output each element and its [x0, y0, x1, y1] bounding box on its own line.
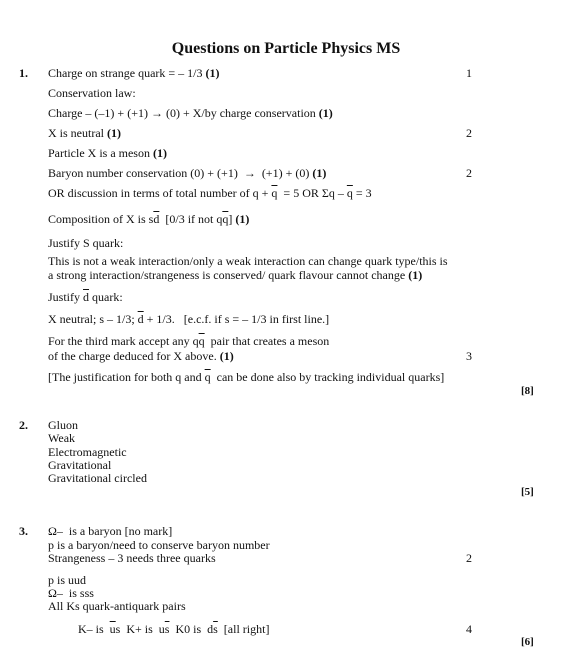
- answer-line: Particle X is a meson (1): [48, 146, 167, 160]
- answer-line: Charge – (–1) + (+1) → (0) + X/by charge conservation (1): [48, 106, 333, 120]
- page-title: Questions on Particle Physics MS: [171, 40, 401, 57]
- question-total: [5]: [521, 486, 534, 498]
- mark-value: 3: [466, 349, 472, 363]
- mark-value: 4: [466, 622, 472, 636]
- answer-line: Gluon: [48, 418, 78, 432]
- answer-line: Electromagnetic: [48, 445, 127, 459]
- answer-line: K– is $\overline{u}s$ K+ is $u\overline{s}$ K0 is $d\overline{s}$ [all right]: [78, 622, 270, 636]
- answer-line: Ω– is a baryon [no mark]: [48, 524, 173, 538]
- mark-value: 2: [466, 551, 472, 565]
- question-total: [8]: [521, 385, 534, 397]
- question-number: 3.: [19, 524, 28, 538]
- answer-line: Justify S quark:: [48, 236, 124, 250]
- answer-line: OR discussion in terms of total number of $q + \overline{q} = 5$ OR $\Sigma q - \overline{q} = 3$: [48, 186, 372, 200]
- answer-line: Weak: [48, 431, 76, 445]
- answer-line: Composition of X is $s\overline{d}$ [0/3 if not $q\overline{q}$] (1): [48, 212, 250, 226]
- mark-value: 2: [466, 126, 472, 140]
- answer-line: X is neutral (1): [48, 126, 121, 140]
- answer-line: [The justification for both q and $\overline{q}$ can be done also by tracking individual quarks]: [48, 370, 445, 384]
- mark-value: 1: [466, 66, 472, 80]
- answer-line: Gravitational circled: [48, 471, 147, 485]
- answer-line: Ω– is sss: [48, 586, 94, 600]
- answer-line: p is a baryon/need to conserve baryon number: [48, 538, 270, 552]
- answer-line: a strong interaction/strangeness is conserved/ quark flavour cannot change (1): [48, 268, 423, 282]
- mark-value: 2: [466, 166, 472, 180]
- question-number: 1.: [19, 66, 28, 80]
- answer-line: Conservation law:: [48, 86, 136, 100]
- answer-line: For the third mark accept any $q\overline{q}$ pair that creates a meson: [48, 334, 330, 348]
- answer-line: of the charge deduced for X above. (1): [48, 349, 234, 363]
- answer-line: Strangeness – 3 needs three quarks: [48, 551, 216, 565]
- answer-line: Justify $\overline{d}$ quark:: [48, 290, 123, 304]
- answer-line: Baryon number conservation (0) + (+1) → (+1) + (0) (1): [48, 166, 327, 180]
- question-number: 2.: [19, 418, 28, 432]
- question-total: [6]: [521, 636, 534, 648]
- answer-line: Charge on strange quark = – 1/3 (1): [48, 66, 220, 80]
- answer-line: All Ks quark-antiquark pairs: [48, 599, 186, 613]
- answer-line: X neutral; s – 1/3; $\overline{d} + 1/3$. [e.c.f. if s = – 1/3 in first line.]: [48, 312, 330, 326]
- answer-line: Gravitational: [48, 458, 112, 472]
- answer-line: p is uud: [48, 573, 87, 587]
- answer-line: This is not a weak interaction/only a weak interaction can change quark type/this is: [48, 254, 448, 268]
